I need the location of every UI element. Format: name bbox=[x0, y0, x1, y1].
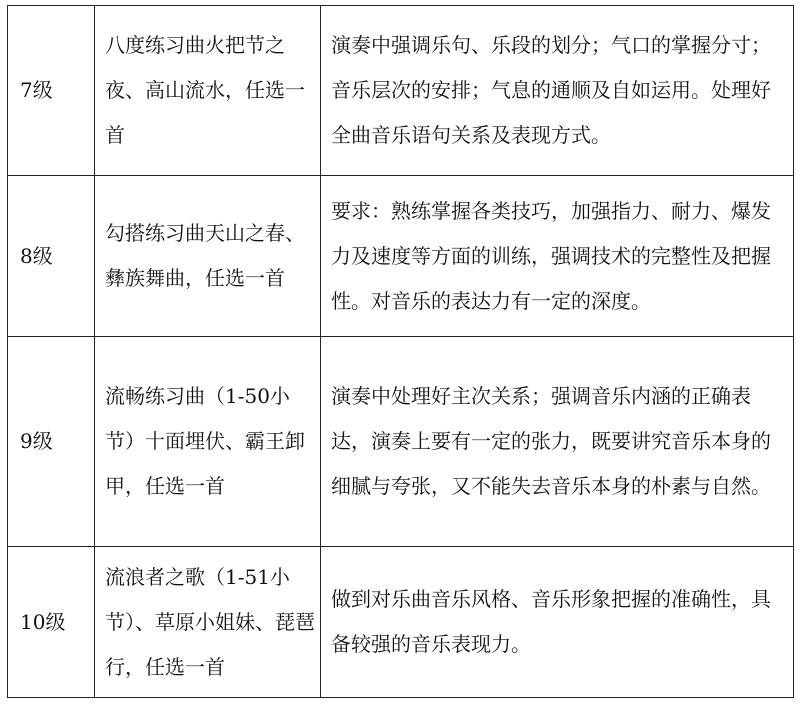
table-row bbox=[8, 6, 794, 176]
pieces-cell bbox=[95, 547, 321, 698]
grade-requirements-table bbox=[7, 5, 794, 698]
level-cell bbox=[8, 547, 95, 698]
level-cell bbox=[8, 6, 95, 176]
pieces-text: 八度练习曲火把节之夜、高山流水，任选一首 bbox=[105, 33, 305, 147]
requirements-text: 演奏中强调乐句、乐段的划分；气口的掌握分寸；音乐层次的安排；气息的通顺及自如运用。处理好全曲音乐语句关系及表现方式。 bbox=[331, 33, 771, 147]
requirements-cell bbox=[321, 547, 794, 698]
level-label: 10级 bbox=[20, 609, 66, 634]
level-cell bbox=[8, 337, 95, 547]
level-label: 8级 bbox=[20, 243, 53, 268]
requirements-cell bbox=[321, 6, 794, 176]
requirements-text: 做到对乐曲音乐风格、音乐形象把握的准确性，具备较强的音乐表现力。 bbox=[331, 587, 771, 656]
requirements-text: 演奏中处理好主次关系；强调音乐内涵的正确表达，演奏上要有一定的张力，既要讲究音乐本身的细腻与夸张，又不能失去音乐本身的朴素与自然。 bbox=[331, 384, 771, 498]
requirements-text: 要求：熟练掌握各类技巧，加强指力、耐力、爆发力及速度等方面的训练，强调技术的完整性及把握性。对音乐的表达力有一定的深度。 bbox=[331, 198, 771, 313]
pieces-cell bbox=[95, 6, 321, 176]
table-row bbox=[8, 176, 794, 337]
requirements-cell bbox=[321, 337, 794, 547]
level-cell bbox=[8, 176, 95, 337]
pieces-text: 流畅练习曲（1-50小节）十面埋伏、霸王卸甲，任选一首 bbox=[105, 384, 305, 498]
table-row bbox=[8, 547, 794, 698]
pieces-text: 流浪者之歌（1-51小节）、草原小姐妹、琵琶行，任选一首 bbox=[105, 564, 315, 679]
pieces-cell bbox=[95, 337, 321, 547]
level-label: 9级 bbox=[20, 429, 53, 453]
pieces-cell bbox=[95, 176, 321, 337]
level-label: 7级 bbox=[20, 78, 53, 102]
requirements-cell bbox=[321, 176, 794, 337]
pieces-text: 勾搭练习曲天山之春、彝族舞曲，任选一首 bbox=[105, 221, 305, 290]
table-row bbox=[8, 337, 794, 547]
